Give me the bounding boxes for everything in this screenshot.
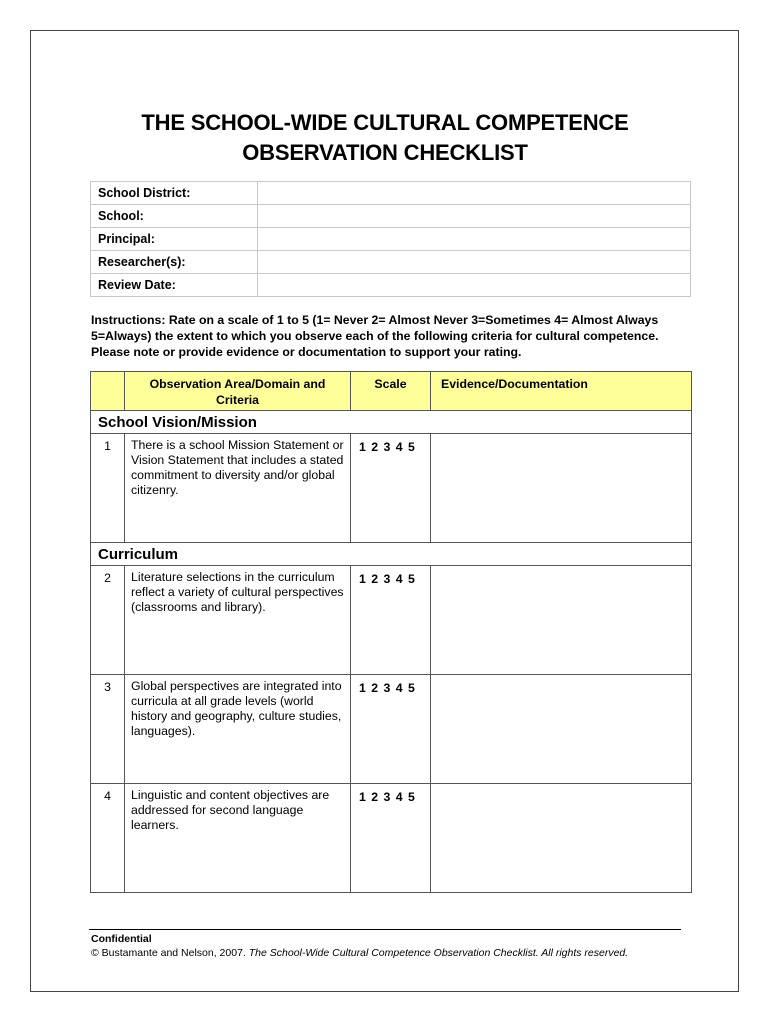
rating-scale[interactable]: 1 2 3 4 5 bbox=[351, 566, 431, 675]
footer-divider bbox=[89, 929, 681, 930]
title-line-1: THE SCHOOL-WIDE CULTURAL COMPETENCE bbox=[141, 110, 629, 135]
copyright-prefix: © Bustamante and Nelson, 2007. bbox=[91, 947, 249, 959]
instructions-text: Instructions: Rate on a scale of 1 to 5 (1= Never 2= Almost Never 3=Sometimes 4= Almost Always 5=Always) the extent to which you observe each of the following criteria for cultural competence. Please note or provide evidence or documentation to support your rating. bbox=[91, 313, 659, 359]
info-label: School: bbox=[91, 205, 258, 228]
evidence-field[interactable] bbox=[431, 566, 692, 675]
item-number: 3 bbox=[91, 675, 125, 784]
section-title: School Vision/Mission bbox=[91, 411, 692, 434]
evidence-field[interactable] bbox=[431, 675, 692, 784]
rating-scale[interactable]: 1 2 3 4 5 bbox=[351, 434, 431, 543]
item-number: 4 bbox=[91, 784, 125, 893]
section-row-curriculum bbox=[91, 543, 692, 566]
info-label: Review Date: bbox=[91, 274, 258, 297]
table-row bbox=[91, 675, 692, 784]
info-label: Principal: bbox=[91, 228, 258, 251]
document-title bbox=[0, 108, 770, 168]
info-fields-table bbox=[90, 181, 691, 297]
researchers-field[interactable] bbox=[258, 251, 691, 274]
info-row-school bbox=[91, 205, 691, 228]
info-row-review-date bbox=[91, 274, 691, 297]
evidence-field[interactable] bbox=[431, 434, 692, 543]
copyright-line bbox=[91, 946, 711, 960]
footer bbox=[91, 932, 711, 960]
item-number: 1 bbox=[91, 434, 125, 543]
evidence-field[interactable] bbox=[431, 784, 692, 893]
section-title: Curriculum bbox=[91, 543, 692, 566]
info-label: School District: bbox=[91, 182, 258, 205]
info-row-researchers bbox=[91, 251, 691, 274]
header-area: Observation Area/Domain and Criteria bbox=[125, 372, 351, 411]
header-row bbox=[91, 372, 692, 411]
info-label: Researcher(s): bbox=[91, 251, 258, 274]
item-criteria: Linguistic and content objectives are addressed for second language learners. bbox=[125, 784, 351, 893]
observation-checklist-table bbox=[90, 371, 692, 893]
table-row bbox=[91, 784, 692, 893]
school-district-field[interactable] bbox=[258, 182, 691, 205]
review-date-field[interactable] bbox=[258, 274, 691, 297]
header-evidence: Evidence/Documentation bbox=[431, 372, 692, 411]
item-criteria: Literature selections in the curriculum reflect a variety of cultural perspectives (classrooms and library). bbox=[125, 566, 351, 675]
info-row-school-district bbox=[91, 182, 691, 205]
header-scale: Scale bbox=[351, 372, 431, 411]
header-number bbox=[91, 372, 125, 411]
confidential-label: Confidential bbox=[91, 933, 152, 945]
info-row-principal bbox=[91, 228, 691, 251]
section-row-vision-mission bbox=[91, 411, 692, 434]
rating-scale[interactable]: 1 2 3 4 5 bbox=[351, 784, 431, 893]
rating-scale[interactable]: 1 2 3 4 5 bbox=[351, 675, 431, 784]
item-criteria: Global perspectives are integrated into curricula at all grade levels (world history and geography, culture studies, languages). bbox=[125, 675, 351, 784]
item-number: 2 bbox=[91, 566, 125, 675]
item-criteria: There is a school Mission Statement or Vision Statement that includes a stated commitment to diversity and/or global citizenry. bbox=[125, 434, 351, 543]
table-row bbox=[91, 434, 692, 543]
citation-title: The School-Wide Cultural Competence Observation Checklist. All rights reserved. bbox=[248, 947, 629, 959]
title-line-2: OBSERVATION CHECKLIST bbox=[242, 140, 528, 165]
principal-field[interactable] bbox=[258, 228, 691, 251]
school-field[interactable] bbox=[258, 205, 691, 228]
table-row bbox=[91, 566, 692, 675]
